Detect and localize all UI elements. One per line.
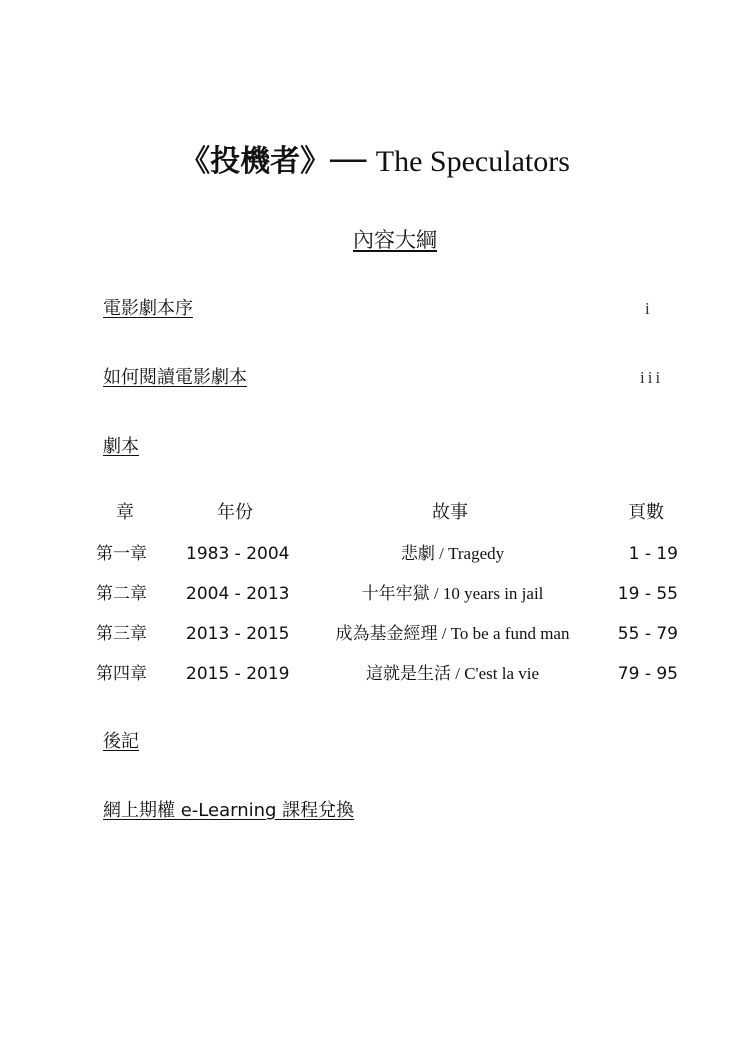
toc-page-preface: i (645, 299, 653, 318)
story-cell: 十年牢獄 / 10 years in jail (361, 584, 544, 603)
pages-cell: 1 - 19 (628, 544, 678, 564)
column-header-years: 年份 (217, 502, 253, 523)
column-header-pages: 頁數 (628, 502, 664, 523)
story-cell: 成為基金經理 / To be a fund man (335, 624, 570, 643)
title-english: The Speculators (375, 145, 570, 178)
table-row[interactable] (0, 620, 750, 648)
story-cell: 悲劇 / Tragedy (400, 544, 505, 563)
table-row[interactable] (0, 660, 750, 688)
column-header-chapter: 章 (116, 502, 134, 523)
document-title (0, 140, 750, 184)
chapter-cell: 第一章 (96, 544, 147, 564)
toc-link-afterword[interactable]: 後記 (103, 731, 139, 752)
chapter-cell: 第四章 (96, 664, 147, 684)
toc-link-how-to-read[interactable]: 如何閱讀電影劇本 (103, 367, 247, 388)
pages-cell: 19 - 55 (617, 584, 678, 604)
years-cell: 1983 - 2004 (186, 544, 290, 564)
toc-link-script[interactable]: 劇本 (103, 436, 139, 457)
years-cell: 2015 - 2019 (186, 664, 290, 684)
pages-cell: 55 - 79 (617, 624, 678, 644)
years-cell: 2004 - 2013 (186, 584, 290, 604)
story-cell: 這就是生活 / C'est la vie (365, 664, 540, 683)
chapter-cell: 第二章 (96, 584, 147, 604)
toc-heading: 內容大綱 (353, 228, 437, 252)
years-cell: 2013 - 2015 (186, 624, 290, 644)
toc-link-preface[interactable]: 電影劇本序 (103, 298, 193, 319)
pages-cell: 79 - 95 (617, 664, 678, 684)
toc-page-how-to-read: iii (640, 368, 664, 387)
column-header-story: 故事 (432, 502, 468, 523)
table-row[interactable] (0, 540, 750, 568)
chapter-cell: 第三章 (96, 624, 147, 644)
toc-link-elearning[interactable]: 網上期權 e-Learning 課程兌換 (103, 800, 355, 821)
title-chinese: 《投機者》── (180, 144, 367, 179)
table-row[interactable] (0, 580, 750, 608)
